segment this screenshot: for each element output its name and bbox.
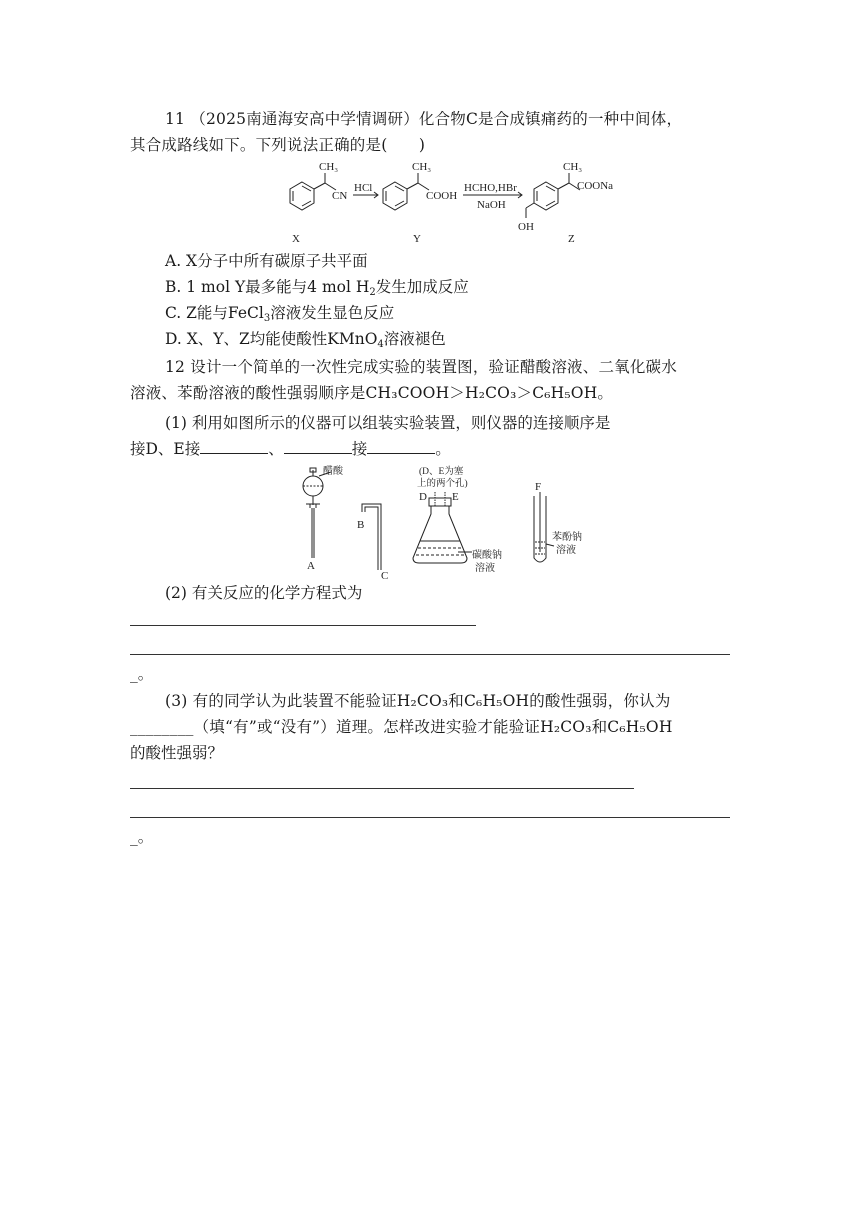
q12-part3-line1: (3) 有的同学认为此装置不能验证H₂CO₃和C₆H₅OH的酸性强弱，你认为 <box>165 692 671 710</box>
z-oh: OH <box>518 221 534 233</box>
label-x: X <box>292 233 300 245</box>
q12-part2-prompt: (2) 有关反应的化学方程式为 <box>165 584 363 602</box>
q12-part3-line2: ________（填“有”或“没有”）道理。怎样改进实验才能验证H₂CO₃和C₆H₅OH <box>130 718 673 736</box>
step2-reagent-bottom: NaOH <box>477 199 506 211</box>
q12-part3-line3: 的酸性强弱？ <box>130 744 224 762</box>
q12-stem-line1: 12 设计一个简单的一次性完成实验的装置图，验证醋酸溶液、二氧化碳水 <box>165 358 677 376</box>
step1-reagent: HCl <box>354 182 373 194</box>
answer-line-2b[interactable] <box>130 654 730 655</box>
answer-end-2: _。 <box>130 665 154 683</box>
q12-apparatus-figure <box>295 462 605 582</box>
step2-reagent-top: HCHO,HBr <box>464 182 517 194</box>
q12-part1-line2: 接D、E接 、 接 。 <box>130 440 451 458</box>
answer-blank-3[interactable] <box>367 438 435 454</box>
q11-option-c: C. Z能与FeCl$_3$溶液发生显色反应 <box>165 304 395 324</box>
q12-part1-line1: (1) 利用如图所示的仪器可以组装实验装置，则仪器的连接顺序是 <box>165 414 611 432</box>
y-cooh: COOH <box>426 190 458 202</box>
q11-option-d: D. X、Y、Z均能使酸性KMnO$_4$溶液褪色 <box>165 330 446 350</box>
flask-note-line2: 上的两个孔) <box>417 479 468 489</box>
label-z: Z <box>568 233 575 245</box>
z-coona: COONa <box>577 180 614 192</box>
answer-end-3: _。 <box>130 828 154 846</box>
q11-stem-line2: 其合成路线如下。下列说法正确的是( ) <box>130 136 426 154</box>
tube-solution-label-1: 苯酚钠 <box>552 532 582 543</box>
x-ch3: CH₃ <box>319 161 339 173</box>
answer-line-3a[interactable] <box>130 788 634 789</box>
answer-line-2a[interactable] <box>130 625 476 626</box>
q11-synthesis-scheme <box>270 160 640 248</box>
q11-option-a: A. X分子中所有碳原子共平面 <box>165 252 368 270</box>
label-d: D <box>419 491 427 503</box>
y-ch3: CH₃ <box>412 161 432 173</box>
z-ch3: CH₃ <box>563 161 583 173</box>
x-cn: CN <box>332 190 348 202</box>
answer-blank-2[interactable] <box>284 438 352 454</box>
flask-note-line1: (D、E为塞 <box>419 467 464 477</box>
q11-stem-line1: 11 （2025南通海安高中学情调研）化合物C是合成镇痛药的一种中间体， <box>165 110 683 128</box>
flask-solution-label-2: 溶液 <box>475 563 495 574</box>
q11-option-b: B. 1 mol Y最多能与4 mol $H_2$发生加成反应 <box>165 278 469 298</box>
answer-line-3b[interactable] <box>130 817 730 818</box>
funnel-label: 醋酸 <box>323 466 343 477</box>
label-c: C <box>381 570 389 582</box>
label-e: E <box>452 491 459 503</box>
answer-blank-1[interactable] <box>200 438 268 454</box>
label-f: F <box>535 481 542 493</box>
label-a: A <box>307 560 315 572</box>
flask-solution-label-1: 碳酸钠 <box>472 550 502 561</box>
q12-stem-line2: 溶液、苯酚溶液的酸性强弱顺序是CH₃COOH＞H₂CO₃＞C₆H₅OH。 <box>130 384 614 402</box>
label-y: Y <box>413 233 421 245</box>
tube-solution-label-2: 溶液 <box>556 545 576 556</box>
label-b: B <box>357 519 365 531</box>
